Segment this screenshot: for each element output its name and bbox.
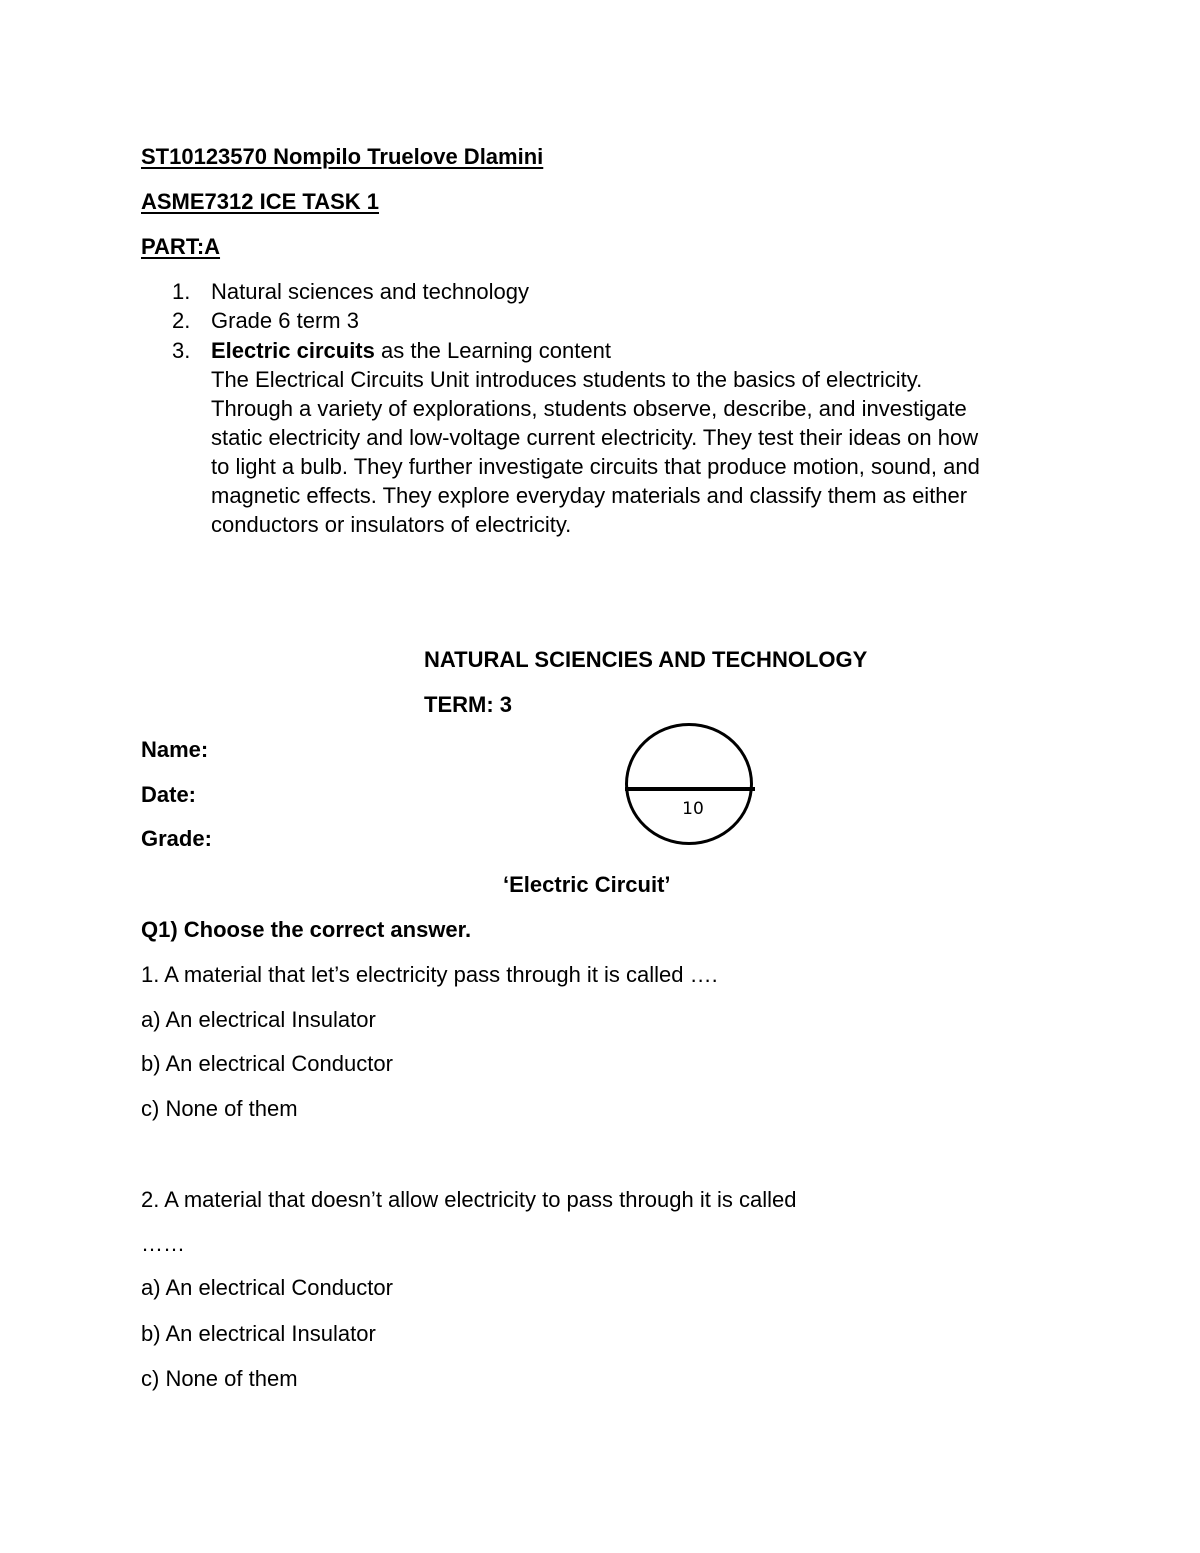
answer-option: c) None of them [141, 1366, 298, 1391]
description-line: The Electrical Circuits Unit introduces students to the basics of electricity. [211, 367, 923, 392]
answer-option: a) An electrical Conductor [141, 1275, 393, 1300]
learning-content-bold: Electric circuits [211, 338, 375, 363]
description-line: static electricity and low-voltage current electricity. They test their ideas on how [211, 425, 979, 450]
unit-description [211, 365, 980, 539]
description-line: magnetic effects. They explore everyday materials and classify them as either [211, 483, 968, 508]
score-divider [625, 787, 755, 791]
answer-option: a) An electrical Insulator [141, 1007, 376, 1032]
student-id-name: ST10123570 Nompilo Truelove Dlamini [141, 144, 544, 169]
answer-option: c) None of them [141, 1096, 298, 1121]
question-prompt-continuation: …… [141, 1231, 185, 1256]
description-line: conductors or insulators of electricity. [211, 512, 572, 537]
list-item-learning-content [211, 336, 611, 365]
date-label: Date: [141, 782, 197, 807]
answer-option: b) An electrical Insulator [141, 1321, 376, 1346]
q1-heading: Q1) Choose the correct answer. [141, 917, 472, 942]
answer-option: b) An electrical Conductor [141, 1051, 393, 1076]
score-circle [625, 723, 753, 845]
worksheet-term: TERM: 3 [424, 692, 512, 717]
course-code-title: ASME7312 ICE TASK 1 [141, 189, 380, 214]
learning-content-text: as the Learning content [374, 338, 611, 363]
list-number: 2. [172, 308, 191, 333]
list-number: 3. [172, 338, 191, 363]
grade-label: Grade: [141, 826, 212, 851]
description-line: Through a variety of explorations, students observe, describe, and investigate [211, 396, 967, 421]
question-prompt: 2. A material that doesn’t allow electricity to pass through it is called [141, 1187, 797, 1212]
question-prompt: 1. A material that let’s electricity pass through it is called …. [141, 962, 718, 987]
description-line: to light a bulb. They further investigate circuits that produce motion, sound, and [211, 454, 980, 479]
worksheet-topic: ‘Electric Circuit’ [503, 872, 671, 897]
worksheet-title: NATURAL SCIENCIES AND TECHNOLOGY [424, 647, 868, 672]
name-label: Name: [141, 737, 209, 762]
list-item-subject: Natural sciences and technology [211, 279, 529, 304]
list-number: 1. [172, 279, 191, 304]
score-total: 10 [682, 799, 704, 819]
list-item-grade-term: Grade 6 term 3 [211, 308, 359, 333]
part-a-label: PART:A [141, 234, 221, 259]
